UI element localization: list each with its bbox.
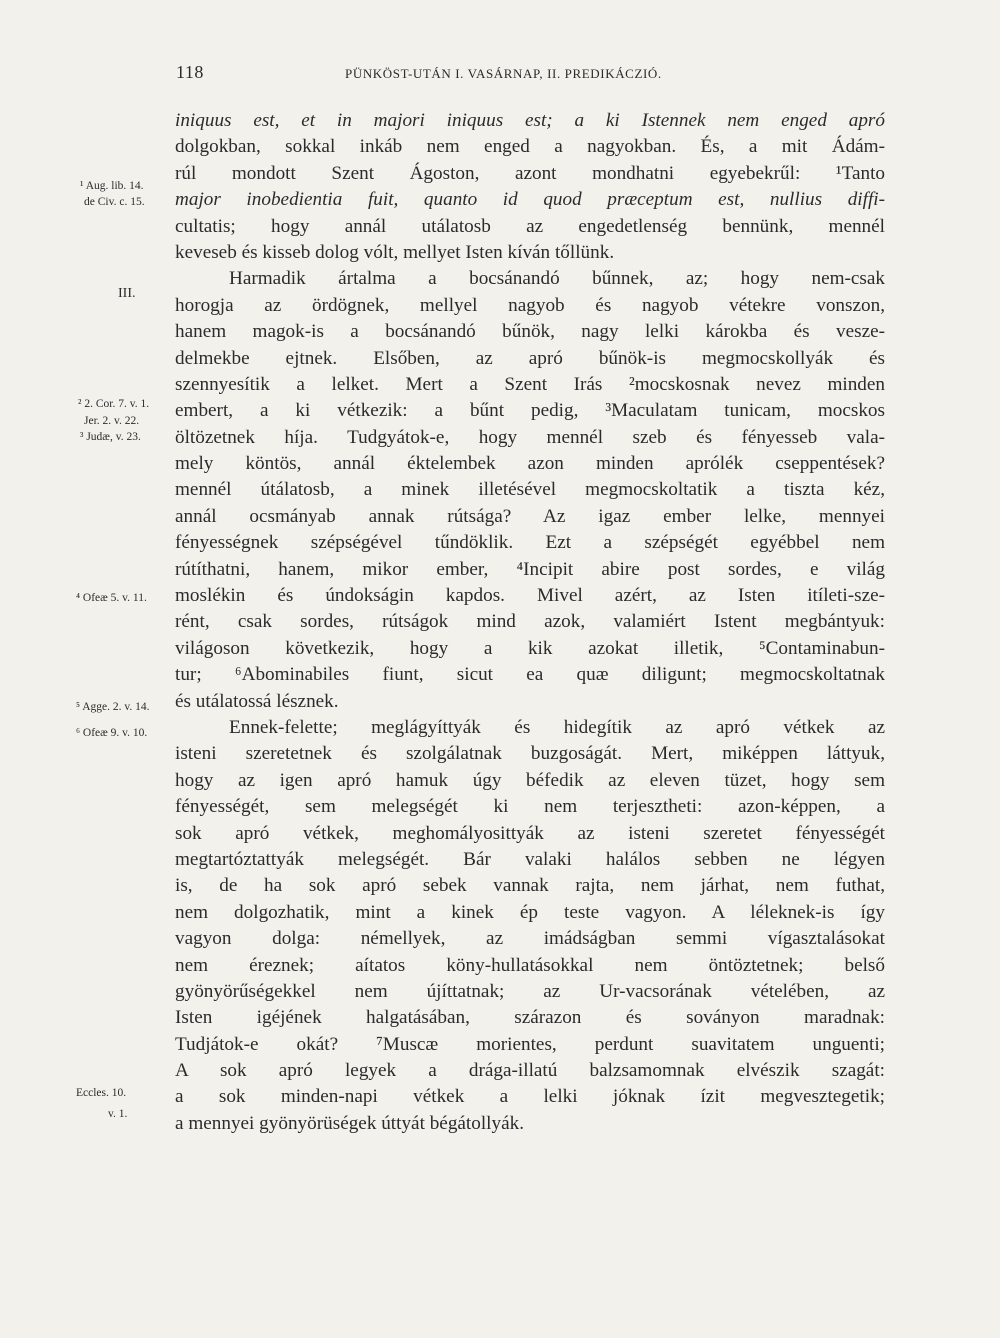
text-line: mennél útálatosb, a minek illetésével megmocskoltatik a tiszta kéz, [175,479,885,501]
text-line: fényességét, sem melegségét ki nem terjesztheti: azon-képpen, a [175,796,885,818]
margin-note: Eccles. 10. [76,1087,127,1099]
text-line: nem éreznek; aítatos köny-hullatásokkal nem öntöztetnek; belső [175,954,885,976]
margin-note: v. 1. [108,1108,128,1120]
body-text [175,108,885,1137]
text-line: dolgokban, sokkal inkáb nem enged a nagyokban. És, a mit Ádám- [175,136,885,158]
text-line: vagyon dolga: némellyek, az imádságban semmi vígasztalásokat [175,928,885,950]
text-line: embert, a ki vétkezik: a bűnt pedig, ³Maculatam tunicam, mocskos [175,400,885,422]
text-line: hogy az igen apró hamuk úgy béfedik az eleven tüzet, hogy sem [175,769,885,791]
running-head: PÜNKÖST-UTÁN I. VASÁRNAP, II. PREDIKÁCZIÓ. [345,66,662,81]
text-line: Isten igéjének halgatásában, szárazon és soványon maradnak: [175,1007,885,1029]
text-line: moslékin és úndokságin kapdos. Mivel azért, az Isten itíleti-sze- [175,585,885,607]
text-line: Tudjátok-e okát? ⁷Muscæ morientes, perdunt suavitatem unguenti; [175,1033,885,1055]
margin-note: de Civ. c. 15. [84,196,145,208]
text-line: nem dolgozhatik, mint a kinek ép teste vagyon. A léleknek-is így [175,901,885,923]
text-line: a sok minden-napi vétkek a lelki jóknak ízit megvesztegetik; [175,1086,885,1108]
text-line: Harmadik ártalma a bocsánandó bűnnek, az; hogy nem-csak [229,268,885,290]
margin-note: ¹ Aug. lib. 14. [80,180,144,192]
text-line: mely köntös, annál éktelembek azon minden aprólék cseppentések? [175,453,885,475]
text-line: szennyesítik a lelket. Mert a Szent Irás ²mocskosnak nevez minden [175,373,885,395]
text-line: cultatis; hogy annál utálatosb az engedetlenség bennünk, mennél [175,215,885,237]
text-line: világoson következik, hogy a kik azokat illetik, ⁵Contaminabun- [175,637,885,659]
text-line: Ennek-felette; meglágyíttyák és hidegítik az apró vétkek az [229,716,885,738]
text-line: a mennyei gyönyörüségek úttyát bégátollyák. [175,1112,525,1134]
text-line: rént, csak sordes, rútságok mind azok, valamiért Istent megbántyuk: [175,611,885,633]
margin-note section-marker: III. [118,286,136,301]
text-line: és utálatossá lésznek. [175,690,339,712]
text-line: tur; ⁶Abominabiles fiunt, sicut ea quæ diligunt; megmocskoltatnak [175,664,885,686]
text-line: horogja az ördögnek, mellyel nagyob és nagyob vétekre vonszon, [175,294,885,316]
margin-note: ² 2. Cor. 7. v. 1. [78,398,150,410]
text-line: keveseb és kisseb dolog vólt, mellyet Isten kíván tőllünk. [175,241,615,263]
text-line: iniquus est, et in majori iniquus est; a ki Istennek nem enged apró [175,110,885,131]
margin-note: ⁴ Ofeæ 5. v. 11. [76,592,147,604]
text-line: A sok apró legyek a drága-illatú balzsamomnak elvészik szagát: [175,1060,885,1082]
text-line: sok apró vétkek, meghomályosittyák az isteni szeretet fényességét [175,822,885,844]
page-number: 118 [176,62,204,82]
text-line: rúl mondott Szent Ágoston, azont mondhatni egyebekrűl: ¹Tanto [175,162,885,184]
text-line: is, de ha sok apró sebek vannak rajta, nem járhat, nem futhat, [175,875,885,897]
text-line: öltözetnek híja. Tudgyátok-e, hogy mennél szeb és fényesseb vala- [175,426,885,448]
text-line: megtartóztattyák melegségét. Bár valaki halálos sebben ne légyen [175,848,885,870]
text-line: gyönyörűségekkel nem újíttatnak; az Ur-vacsorának vételében, az [175,980,885,1002]
text-line: fényességnek szépségével tűndöklik. Ezt a szépségét egyébbel nem [175,532,885,554]
text-line: isteni szeretetnek és szolgálatnak buzgoságát. Mert, miképpen láttyuk, [175,743,885,765]
margin-note: ⁵ Agge. 2. v. 14. [76,701,150,713]
text-line: delmekbe ejtnek. Elsőben, az apró bűnök-is megmocskollyák és [175,347,885,369]
margin-note: ³ Judæ, v. 23. [80,431,141,443]
margin-note: Jer. 2. v. 22. [84,415,140,427]
text-line: annál ocsmányab annak rútsága? Az igaz ember lelke, mennyei [175,505,885,527]
text-line: hanem magok-is a bocsánandó bűnök, nagy lelki károkba és vesze- [175,321,885,343]
text-line: major inobedientia fuit, quanto id quod præceptum est, nullius diffi- [175,189,885,211]
text-line: rútíthatni, hanem, mikor ember, ⁴Incipit abire post sordes, e világ [175,558,885,580]
margin-note: ⁶ Ofeæ 9. v. 10. [76,727,148,739]
